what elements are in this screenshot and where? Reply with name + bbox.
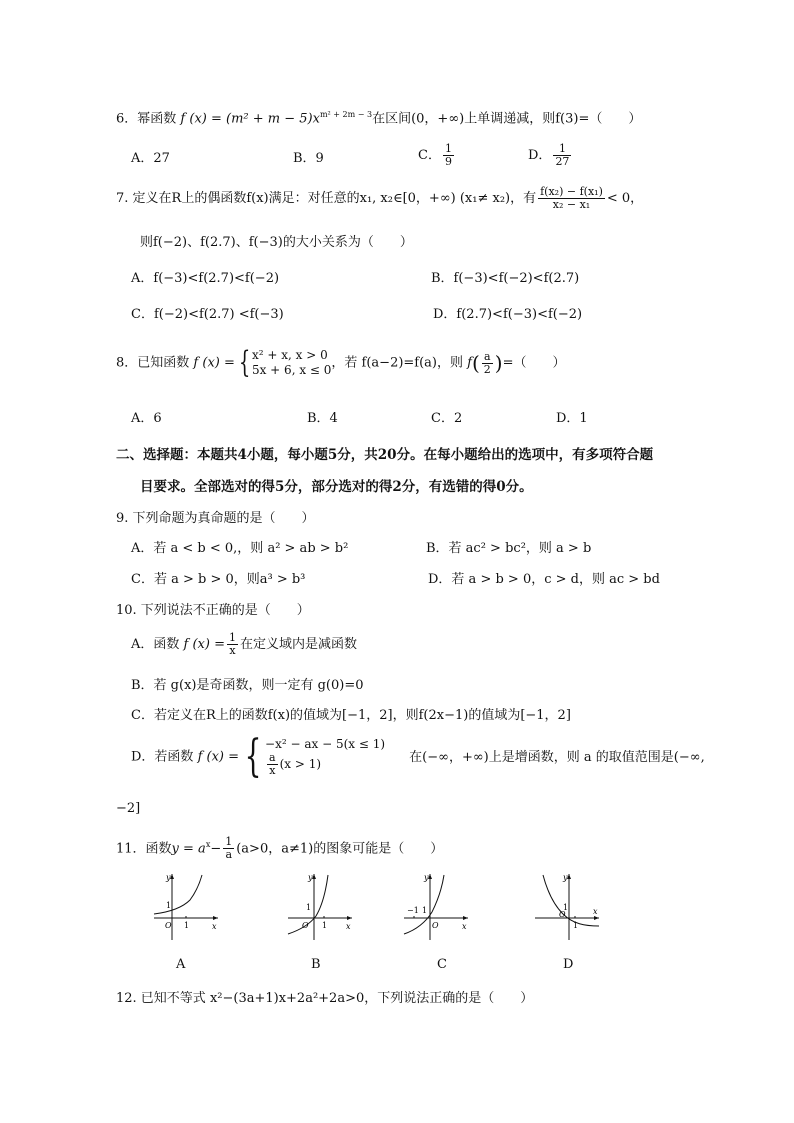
q11-a-axis-y: y [166,873,171,882]
q9-option-d[interactable]: D．若 a > b > 0，c > d，则 ac > bd [428,572,660,587]
q10-d-case1: −x² − ax − 5(x ≤ 1) [265,737,386,751]
q8-case2: 5x + 6, x ≤ 0 [251,363,332,377]
q6-option-b[interactable]: B．9 [293,151,324,166]
q11-c-axis-x: x [462,922,467,931]
q11-label-d: D [563,957,574,972]
q7-stem-b: < 0， [606,191,644,206]
q11-c-axis-y: y [424,873,429,882]
q10-a-pre: A．函数 [131,637,180,652]
q11-fraction: $\frac{1}{a}$ [225,835,233,862]
q10-d-case2-post: (x > 1) [279,757,322,771]
q11-label-a: A [176,957,186,972]
q8-cases [252,348,331,378]
section2-line2: 目要求。全部选对的得5分，部分选对的得2分，有选错的得0分。 [140,479,533,495]
q11-a-tick-y: 1 [166,901,172,910]
q6-stem-a: 6．幂函数 [116,111,177,127]
q7-option-a[interactable]: A．f(−3)<f(2.7)<f(−2) [131,271,280,286]
q9-option-b[interactable]: B．若 ac² > bc²，则 a > b [426,541,592,556]
q11-a-tick-x: 1 [184,921,190,930]
q8-option-d[interactable]: D．1 [556,411,588,426]
q8-paren-left: ( [471,351,480,375]
q10-stem: 10. 下列说法不正确的是（ ） [116,603,310,618]
q10-option-d[interactable] [131,731,705,782]
q7-stem [116,186,643,211]
q6-option-c-label: C． [418,148,441,163]
q11-d-origin: O [559,910,566,919]
q11-stem-b: (a>0，a≠1)的图象可能是（ ） [236,841,444,857]
q6-option-c-fraction: $\frac{1}{9}$ [444,142,452,168]
q8-stem [116,345,566,380]
q10-a-fx: f (x) = [183,637,225,652]
q10-d-pre: D．若函数 [131,749,194,765]
q6-formula: f (x) = (m² + m − 5)x [180,111,320,127]
q7-option-d[interactable]: D．f(2.7)<f(−3)<f(−2) [433,307,583,322]
q6-option-d-label: D． [528,148,552,163]
q10-a-fraction: $\frac{1}{x}$ [228,631,236,657]
q10-d-case2 [265,752,385,777]
q9-option-c[interactable]: C．若 a > b > 0，则a³ > b³ [131,572,306,587]
q11-exponent: x [205,840,211,849]
section2-line1: 二、选择题：本题共4小题，每小题5分，共20分。在每小题给出的选项中，有多项符合题 [116,447,654,463]
q8-stem-c: =（ ） [502,355,566,371]
q10-d-tail: −2] [116,801,141,816]
q11-b-tick-y: 1 [306,903,312,912]
q11-graph-b[interactable] [286,872,356,942]
q11-graph-c[interactable] [402,872,472,942]
q10-d-fx: f (x) = [197,749,240,765]
q12-stem: 12. 已知不等式 x²−(3a+1)x+2a²+2a>0，下列说法正确的是（ ） [116,991,534,1006]
q7-option-c[interactable]: C．f(−2)<f(2.7) <f(−3) [131,307,284,322]
q11-a-axis-x: x [212,922,217,931]
q8-option-a[interactable]: A．6 [131,411,162,426]
q10-d-cases [265,737,385,777]
q6-stem [116,106,641,128]
q8-stem-a: 8．已知函数 [116,355,190,371]
q11-b-axis-x: x [346,922,351,931]
q10-option-b[interactable]: B．若 g(x)是奇函数，则一定有 g(0)=0 [131,678,364,693]
q11-d-tick-x: 1 [573,921,579,930]
q9-stem: 9. 下列命题为真命题的是（ ） [116,511,315,526]
q10-d-brace: { [244,731,262,782]
q11-c-origin: O [432,921,439,930]
q8-f-half: f [467,355,472,371]
q11-formula-a: y = a [171,841,206,857]
q11-graph-a[interactable] [152,872,222,942]
q7-line2: 则f(−2)、f(2.7)、f(−3)的大小关系为（ ） [140,235,413,250]
q8-paren-right: ) [494,351,503,375]
q6-option-d[interactable] [528,143,573,168]
q8-option-b[interactable]: B．4 [307,411,338,426]
q11-c-tick-x: −1 [407,906,419,915]
q6-exponent: m² + 2m − 3 [319,110,373,119]
q9-option-a[interactable]: A．若 a < b < 0,，则 a² > ab > b² [131,541,349,556]
q11-b-origin: O [302,921,309,930]
q11-stem-a: 11．函数 [116,841,172,857]
q8-case1: x² + x, x > 0 [251,348,328,362]
q6-option-a[interactable]: A．27 [131,151,170,166]
q11-label-c: C [437,957,447,972]
q7-option-b[interactable]: B．f(−3)<f(−2)<f(2.7) [431,271,580,286]
q6-stem-b: 在区间(0，+∞)上单调递减，则f(3)=（ ） [372,111,642,127]
q11-d-axis-x: x [593,907,598,916]
q8-option-c[interactable]: C．2 [431,411,463,426]
q10-option-a[interactable] [131,632,357,657]
q10-d-case2-fraction: $\frac{a}{x}$ [269,751,276,777]
q11-stem [116,836,443,861]
q11-a-origin: O [165,921,172,930]
q11-c-tick-y: 1 [422,906,428,915]
q7-fraction: $\frac{\text{f(x₂) − f(x₁)}}{\text{x₂ − x₁}}$ [540,185,603,211]
q11-formula-b: − [210,841,222,857]
q11-label-b: B [311,957,321,972]
q8-half-fraction: $\frac{a}{2}$ [483,349,491,376]
q11-graph-d[interactable] [533,872,603,942]
q10-option-c[interactable]: C．若定义在R上的函数f(x)的值域为[−1，2]，则f(2x−1)的值域为[−1，2] [131,708,571,723]
q8-fx: f (x) = [193,355,235,371]
q11-d-axis-y: y [563,873,568,882]
q10-a-post: 在定义域内是减函数 [239,637,357,652]
q6-option-c[interactable] [418,143,456,168]
q7-stem-a: 7. 定义在R上的偶函数f(x)满足：对任意的x₁, x₂∈[0，+∞) (x₁≠ x₂)，有 [116,191,537,206]
q11-d-tick-y: 1 [563,903,569,912]
q6-option-d-fraction: $\frac{1}{27}$ [555,142,570,168]
q11-b-tick-x: 1 [322,921,328,930]
q11-b-axis-y: y [308,873,313,882]
q8-brace: { [238,345,251,380]
q8-stem-b: ，若 f(a−2)=f(a)，则 [331,355,464,371]
q10-d-post: 在(−∞，+∞)上是增函数，则 a 的取值范围是(−∞, [409,749,705,765]
